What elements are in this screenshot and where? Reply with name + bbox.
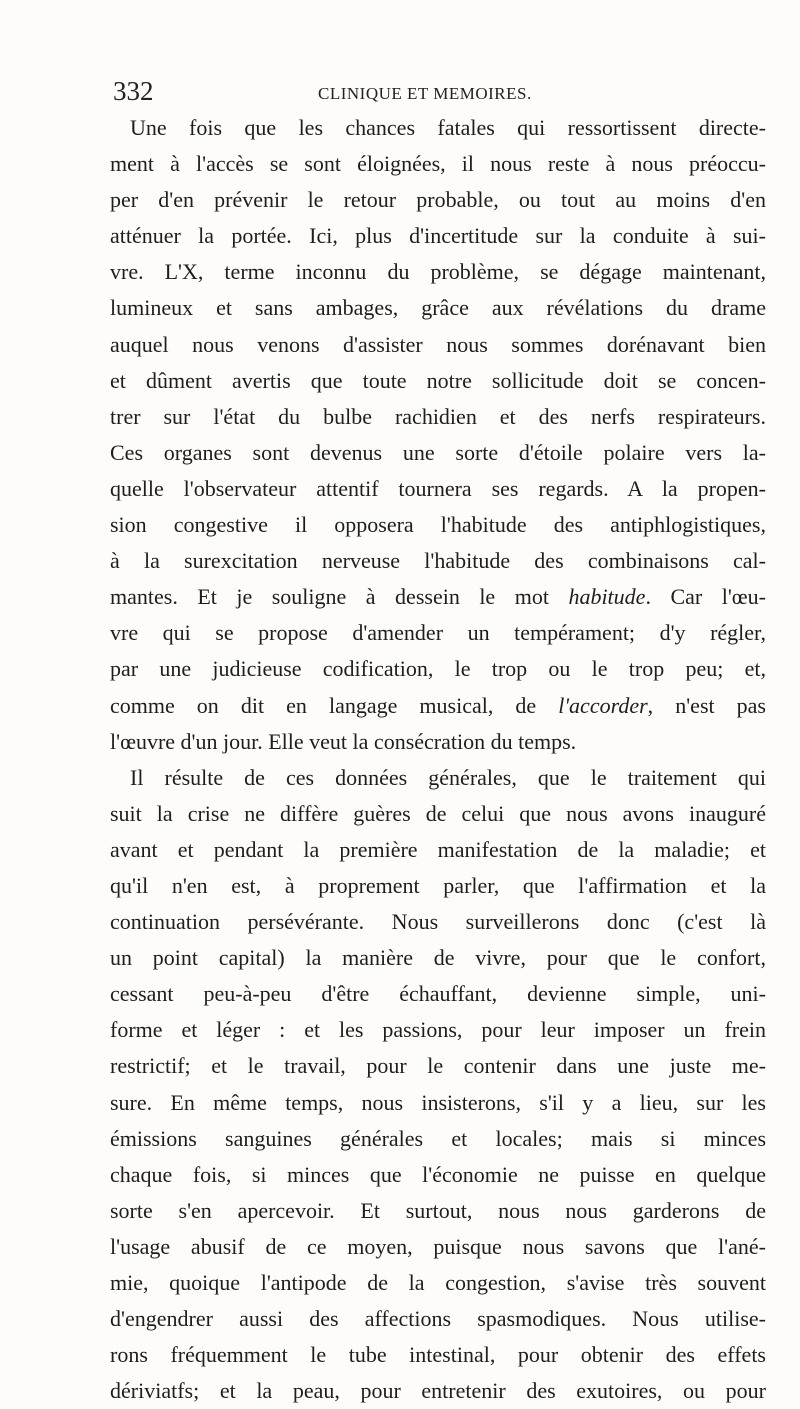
running-title: CLINIQUE ET MEMOIRES. [318,84,532,103]
text-line: auquel nous venons d'assister nous sommes dorénavant bien [110,331,766,357]
text-line: sion congestive il opposera l'habitude des antiphlogistiques, [110,512,766,538]
text-line: continuation persévérante. Nous surveillerons donc (c'est là [110,909,766,935]
text-line: et dûment avertis que toute notre sollicitude doit se concen- [110,367,766,393]
text-line [110,579,766,615]
text-line: atténuer la portée. Ici, plus d'incertitude sur la conduite à sui- [110,223,766,249]
text-line: Ces organes sont devenus une sorte d'étoile polaire vers la- [110,439,766,465]
text-line: dériviatfs; et la peau, pour entretenir des exutoires, ou pour [110,1378,766,1404]
text-line: rons fréquemment le tube intestinal, pour obtenir des effets [110,1342,766,1368]
text-line: l'œuvre d'un jour. Elle veut la consécration du temps. [110,728,577,754]
text-line: quelle l'observateur attentif tournera ses regards. A la propen- [110,475,766,501]
text-line: mie, quoique l'antipode de la congestion, s'avise très souvent [110,1270,766,1295]
text-line: trer sur l'état du bulbe rachidien et des nerfs respirateurs. [110,403,766,429]
text-line: qu'il n'en est, à proprement parler, que l'affirmation et la [110,872,766,898]
text-line: per d'en prévenir le retour probable, ou tout au moins d'en [110,187,766,213]
text-line: un point capital) la manière de vivre, pour que le confort, [110,945,766,971]
text-segment: , n'est pas [647,692,766,718]
text-line: sure. En même temps, nous insisterons, s'il y a lieu, sur les [110,1089,766,1115]
text-line: avant et pendant la première manifestation de la maladie; et [110,836,766,862]
emphasized-word: l'accorder [558,692,648,718]
text-line: chaque fois, si minces que l'économie ne puisse en quelque [110,1161,766,1187]
text-line: suit la crise ne diffère guères de celui que nous avons inauguré [110,800,766,826]
text-line: Une fois que les chances fatales qui ressortissent directe- [130,115,766,140]
text-line: émissions sanguines générales et locales; mais si minces [110,1125,766,1151]
text-line: forme et léger : et les passions, pour leur imposer un frein [110,1017,766,1043]
body-text [110,110,766,1409]
text-line: lumineux et sans ambages, grâce aux révélations du drame [110,295,766,321]
running-head [113,70,583,110]
text-line: vre qui se propose d'amender un tempérament; d'y régler, [110,620,766,646]
page-number: 332 [113,76,154,106]
text-line: à la surexcitation nerveuse l'habitude des combinaisons cal- [110,548,766,574]
emphasized-word: habitude [568,584,646,610]
text-line: d'engendrer aussi des affections spasmodiques. Nous utilise- [110,1306,766,1332]
text-line: restrictif; et le travail, pour le contenir dans une juste me- [110,1053,766,1079]
text-line [110,688,766,724]
text-segment: mantes. Et je souligne à dessein le mot [110,584,569,610]
text-line: ment à l'accès se sont éloignées, il nous reste à nous préoccu- [110,151,766,177]
text-line: par une judicieuse codification, le trop ou le trop peu; et, [110,656,766,682]
text-line: cessant peu-à-peu d'être échauffant, devienne simple, uni- [110,981,766,1007]
text-line: vre. L'X, terme inconnu du problème, se dégage maintenant, [110,259,766,285]
text-segment: . Car l'œu- [645,584,766,610]
text-line: Il résulte de ces données générales, que le traitement qui [130,764,766,790]
text-segment: comme on dit en langage musical, de [110,692,559,718]
text-line: sorte s'en apercevoir. Et surtout, nous nous garderons de [110,1197,766,1223]
text-line: l'usage abusif de ce moyen, puisque nous savons que l'ané- [110,1233,766,1259]
